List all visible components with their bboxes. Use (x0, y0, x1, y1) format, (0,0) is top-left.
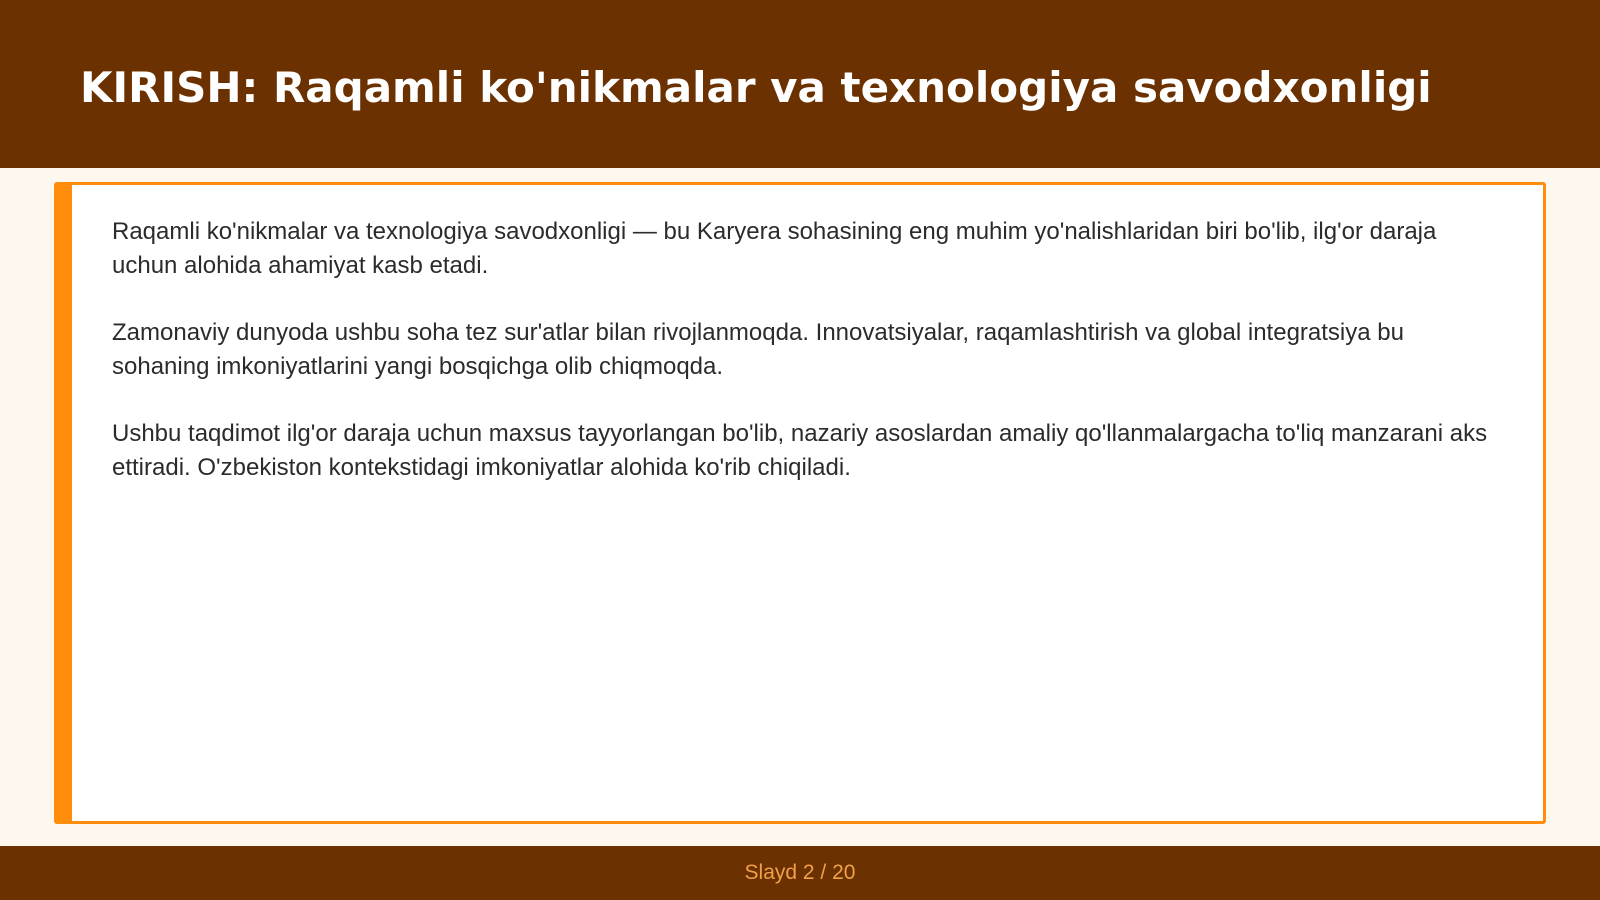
paragraph-presentation-scope: Ushbu taqdimot ilg'or daraja uchun maxsus tayyorlangan bo'lib, nazariy asoslardan amaliy qo'llanmalargacha to'liq manzarani aks ettiradi. O'zbekiston kontekstidagi imkoniyatlar alohida ko'rib chiqiladi. (112, 420, 1488, 481)
content-body (112, 215, 1492, 518)
paragraph-intro: Raqamli ko'nikmalar va texnologiya savodxonligi — bu Karyera sohasining eng muhim yo'nalishlaridan biri bo'lib, ilg'or daraja uchun alohida ahamiyat kasb etadi. (112, 218, 1437, 279)
slide-title: KIRISH: Raqamli ko'nikmalar va texnologiya savodxonligi (80, 63, 1432, 112)
slide-header (0, 0, 1600, 168)
content-card (54, 182, 1546, 824)
paragraph-modern-world: Zamonaviy dunyoda ushbu soha tez sur'atlar bilan rivojlanmoqda. Innovatsiyalar, raqamlashtirish va global integratsiya bu sohaning imkoniyatlarini yangi bosqichga olib chiqmoqda. (112, 319, 1404, 380)
slide-counter: Slayd 2 / 20 (744, 861, 856, 884)
slide-footer (0, 846, 1600, 900)
